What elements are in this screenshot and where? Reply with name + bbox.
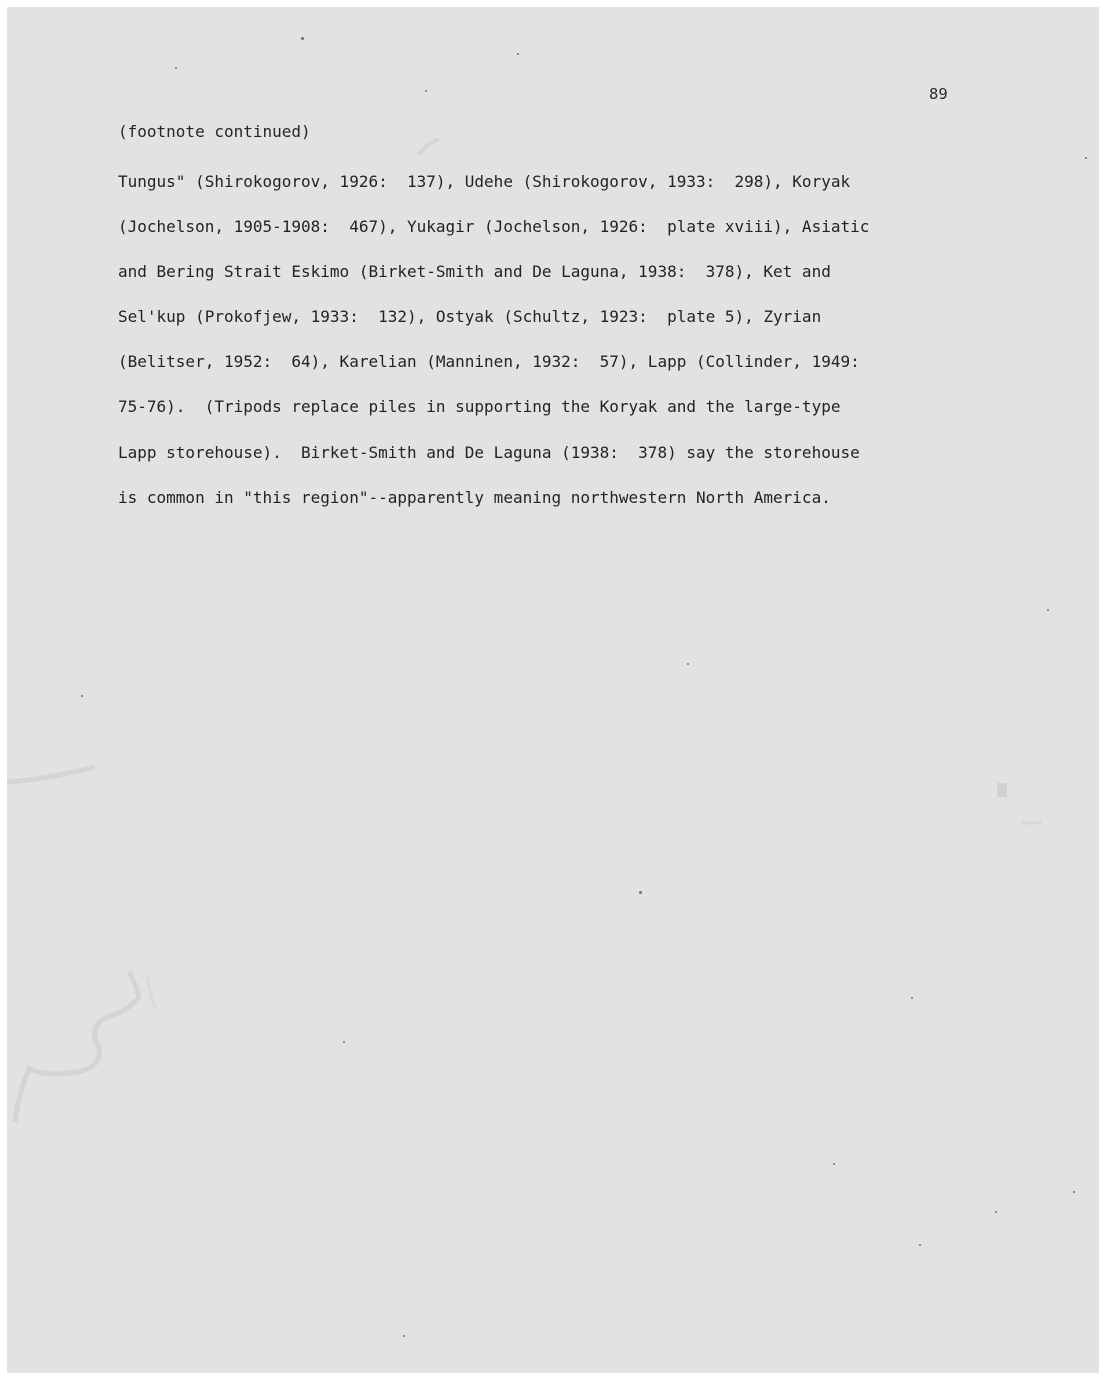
- speck: [911, 997, 913, 999]
- footnote-body: [118, 159, 1058, 520]
- speck: [995, 1211, 997, 1213]
- speck: [343, 1041, 345, 1043]
- speck: [517, 53, 519, 55]
- text-line: Sel'kup (Prokofjew, 1933: 132), Ostyak (Schultz, 1923: plate 5), Zyrian: [118, 307, 822, 327]
- speck: [1073, 1191, 1075, 1193]
- speck: [1085, 157, 1087, 159]
- text-line: Tungus" (Shirokogorov, 1926: 137), Udehe (Shirokogorov, 1933: 298), Koryak: [118, 172, 851, 191]
- speck: [403, 1335, 405, 1337]
- speck: [833, 1163, 835, 1165]
- footnote-continued-label: (footnote continued): [118, 122, 311, 141]
- speck: [687, 663, 689, 665]
- text-line: is common in "this region"--apparently meaning northwestern North America.: [118, 487, 831, 507]
- scanned-page: [7, 7, 1099, 1373]
- text-line: (Jochelson, 1905-1908: 467), Yukagir (Jochelson, 1926: plate xviii), Asiatic: [118, 217, 870, 237]
- page-number: 89: [929, 85, 948, 103]
- text-line: 75-76). (Tripods replace piles in supporting the Koryak and the large-type: [118, 397, 841, 417]
- text-line: (Belitser, 1952: 64), Karelian (Manninen, 1932: 57), Lapp (Collinder, 1949:: [118, 352, 860, 372]
- speck: [639, 891, 642, 894]
- speck: [81, 695, 83, 697]
- speck: [919, 1244, 921, 1246]
- text-line: Lapp storehouse). Birket-Smith and De Laguna (1938: 378) say the storehouse: [118, 442, 860, 462]
- speck: [175, 67, 177, 69]
- speck: [1047, 609, 1049, 611]
- speck: [301, 37, 304, 40]
- text-line: and Bering Strait Eskimo (Birket-Smith and De Laguna, 1938: 378), Ket and: [118, 262, 831, 282]
- speck: [425, 90, 427, 92]
